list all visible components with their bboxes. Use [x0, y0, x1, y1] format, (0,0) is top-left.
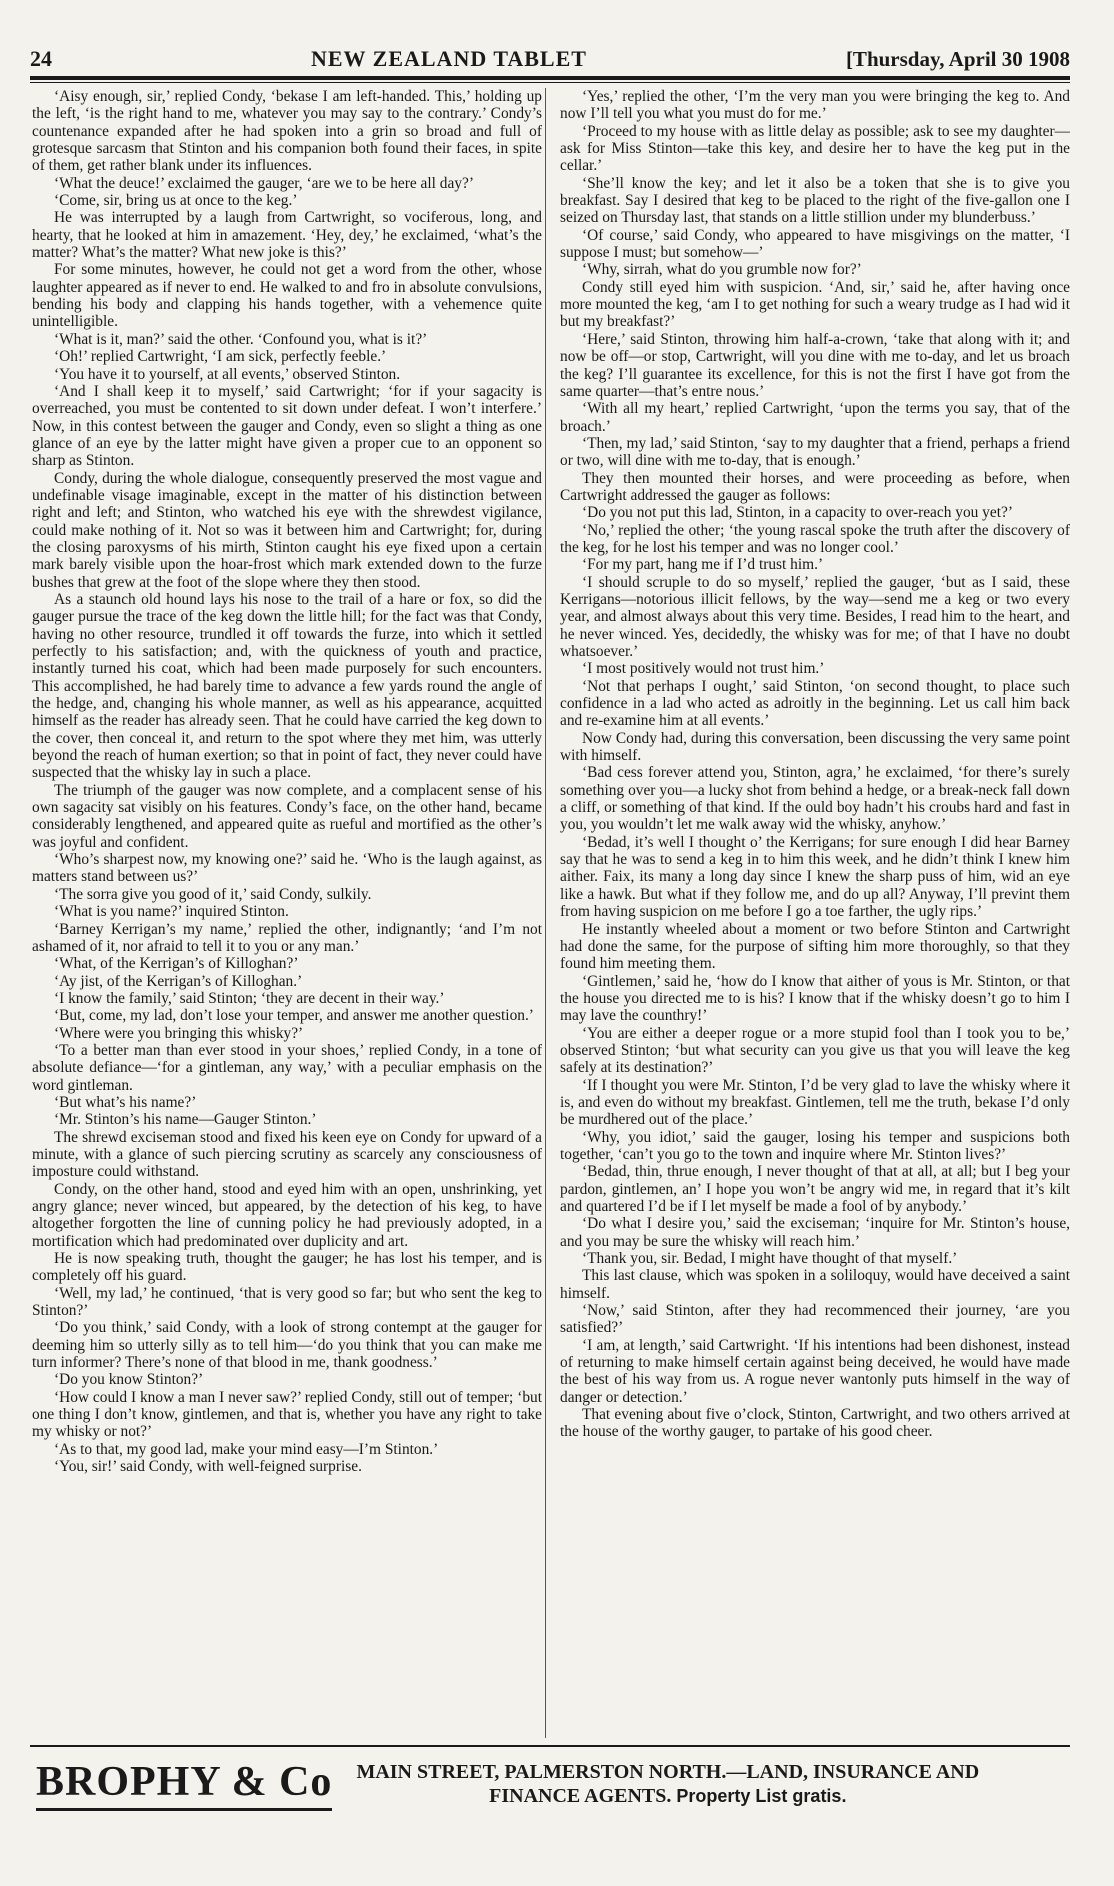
- left-paragraph: ‘Come, sir, bring us at once to the keg.’: [54, 192, 298, 210]
- right-paragraph: ‘Thank you, sir. Bedad, I might have thought of that myself.’: [582, 1250, 958, 1268]
- article-column-right: [560, 88, 1070, 1738]
- left-paragraph: ‘Do you think,’ said Condy, with a look of strong contempt at the gauger for deeming him so utterly silly as to tell him—‘do you think that you can make me turn informer? There’s none of that blood in me, thank goodness.’: [32, 1319, 542, 1372]
- right-paragraph: ‘Bedad, it’s well I thought o’ the Kerrigans; for sure enough I did hear Barney say that he was to send a keg in to him this week, and he didn’t think I knew him aither. Faix, its many a long day since I knew the sharp puss of him, wid an eye like a hawk. But what if they follow me, and do up all? Anyway, I’ll prevint them from having suspicion on me before I go a toe farther, the ugly rips.’: [560, 833, 1070, 921]
- left-paragraph: The shrewd exciseman stood and fixed his keen eye on Condy for upward of a minute, with a glance of such piercing scrutiny as scarcely any consciousness of imposture could withstand.: [32, 1128, 542, 1181]
- right-paragraph: ‘Why, sirrah, what do you grumble now for?’: [582, 261, 862, 279]
- left-paragraph: The triumph of the gauger was now complete, and a complacent sense of his own sagacity sat visibly on his features. Condy’s face, on the other hand, became considerably lengthened, and appeared quite as rueful and mortified as the other’s was joyful and confident.: [32, 781, 542, 851]
- left-paragraph: ‘Oh!’ replied Cartwright, ‘I am sick, perfectly feeble.’: [54, 348, 387, 366]
- left-paragraph: Condy, on the other hand, stood and eyed him with an open, unshrinking, yet angry glance; never winced, but appeared, by the detection of his keg, to have altogether forgotten the line of cunning policy he had previously adopted, in a mortification which had predominated over duplicity and art.: [32, 1180, 542, 1250]
- right-paragraph: They then mounted their horses, and were proceeding as before, when Cartwright addressed the gauger as follows:: [560, 469, 1070, 504]
- right-paragraph: ‘If I thought you were Mr. Stinton, I’d be very glad to lave the whisky where it is, and even do without my breakfast. Gintlemen, tell me the truth, bekase I’d only be murdhered out of the place.’: [560, 1076, 1070, 1129]
- right-paragraph: ‘Now,’ said Stinton, after they had recommenced their journey, ‘are you satisfied?’: [560, 1302, 1070, 1337]
- article-column-left: [32, 88, 542, 1738]
- right-paragraph: ‘Then, my lad,’ said Stinton, ‘say to my daughter that a friend, perhaps a friend or two, will dine with me to-day, that is enough.’: [560, 434, 1070, 470]
- right-paragraph: ‘No,’ replied the other; ‘the young rascal spoke the truth after the discovery of the keg, for he lost his temper and was no longer cool.’: [560, 521, 1070, 556]
- property-list-note: Property List gratis.: [676, 1786, 847, 1806]
- left-paragraph: ‘You, sir!’ said Condy, with well-feigned surprise.: [54, 1458, 362, 1476]
- right-paragraph: ‘Not that perhaps I ought,’ said Stinton, ‘on second thought, to place such confidence in a lad who acted as adroitly in the beginning. Let us call him back and re-examine him at all events.’: [560, 677, 1070, 730]
- left-paragraph: ‘What is it, man?’ said the other. ‘Confound you, what is it?’: [54, 330, 428, 348]
- left-paragraph: ‘I know the family,’ said Stinton; ‘they are decent in their way.’: [54, 989, 445, 1007]
- left-paragraph: ‘But what’s his name?’: [54, 1093, 197, 1111]
- page-header: [30, 44, 1070, 74]
- right-paragraph: ‘Bedad, thin, thrue enough, I never thought of that at all, at all; but I beg your pardon, gintlemen, an’ I hope you won’t be angry wid me, in regard that it’s kilt and quartered I’d be if I let myself be made a fool of by anybody.’: [560, 1163, 1070, 1215]
- right-paragraph: ‘Yes,’ replied the other, ‘I’m the very man you were bringing the keg to. And now I’ll tell you what you must do for me.’: [560, 88, 1070, 123]
- left-paragraph: ‘Where were you bringing this whisky?’: [54, 1024, 304, 1042]
- column-divider: [545, 88, 546, 1738]
- advertiser-services: [356, 1784, 979, 1808]
- left-paragraph: ‘How could I know a man I never saw?’ replied Condy, still out of temper; ‘but one thing I don’t know, gintlemen, and that is, whether you have any right to take my whisky or not?’: [32, 1388, 542, 1441]
- right-paragraph: ‘Do what I desire you,’ said the exciseman; ‘inquire for Mr. Stinton’s house, and you may be sure the whisky will reach him.’: [560, 1215, 1070, 1250]
- left-paragraph: ‘As to that, my good lad, make your mind easy—I’m Stinton.’: [54, 1440, 439, 1458]
- right-paragraph: ‘Why, you idiot,’ said the gauger, losing his temper and suspicions both together, ‘can’t you go to the town and inquire where Mr. Stinton lives?’: [560, 1128, 1070, 1163]
- footer-rule: [30, 1745, 1070, 1747]
- right-paragraph: ‘For my part, hang me if I’d trust him.’: [582, 556, 824, 574]
- right-paragraph: Now Condy had, during this conversation, been discussing the very same point with himself.: [560, 729, 1070, 765]
- right-paragraph: ‘Do you not put this lad, Stinton, in a capacity to over-reach you yet?’: [582, 504, 1013, 522]
- left-paragraph: ‘Well, my lad,’ he continued, ‘that is very good so far; but who sent the keg to Stinton?’: [32, 1284, 542, 1320]
- left-paragraph: ‘Mr. Stinton’s his name—Gauger Stinton.’: [54, 1111, 317, 1129]
- left-paragraph: ‘But, come, my lad, don’t lose your temper, and answer me another question.’: [54, 1007, 534, 1025]
- left-paragraph: For some minutes, however, he could not get a word from the other, whose laughter appeared as if never to end. He walked to and fro in absolute convulsions, bending his body and clapping his hands together, with a vehemence quite unintelligible.: [32, 261, 542, 331]
- advertiser-name: BROPHY & Co: [36, 1758, 332, 1811]
- header-rule-thin: [30, 82, 1070, 83]
- right-paragraph: ‘I most positively would not trust him.’: [582, 660, 825, 678]
- left-paragraph: ‘You have it to yourself, at all events,’ observed Stinton.: [54, 365, 401, 383]
- advertiser-agents: FINANCE AGENTS.: [489, 1785, 672, 1807]
- right-paragraph: He instantly wheeled about a moment or two before Stinton and Cartwright had done the same, for the purpose of sifting him more thoroughly, so that they found him meeting them.: [560, 920, 1070, 973]
- right-paragraph: ‘Bad cess forever attend you, Stinton, agra,’ he exclaimed, ‘for there’s surely something over you—a lucky shot from behind a hedge, or a break-neck fall down a cliff, or something of that kind. If the ould boy hadn’t his croubs hard and fast in you, you wouldn’t let me walk away wid the whisky, anyhow.’: [560, 764, 1070, 834]
- left-paragraph: ‘Who’s sharpest now, my knowing one?’ said he. ‘Who is the laugh against, as matters stand between us?’: [32, 851, 542, 886]
- left-paragraph: ‘Ay jist, of the Kerrigan’s of Killoghan.’: [54, 972, 303, 990]
- left-paragraph: ‘Barney Kerrigan’s my name,’ replied the other, indignantly; ‘and I’m not ashamed of it, nor afraid to tell it to you or any man.’: [32, 920, 542, 955]
- advertiser-address: MAIN STREET, PALMERSTON NORTH.—LAND, INSURANCE AND: [356, 1761, 980, 1783]
- left-paragraph: ‘Aisy enough, sir,’ replied Condy, ‘bekase I am left-handed. This,’ holding up the left, ‘is the right hand to me, whatever you may say to the contrary.’ Condy’s countenance expanded after he had spoken into a grin so broad and full of grotesque sarcasm that Stinton and his companion both found their faces, in spite of them, get rather blank under its influences.: [32, 88, 542, 175]
- right-paragraph: ‘Of course,’ said Condy, who appeared to have misgivings on the matter, ‘I suppose I must; but somehow—’: [560, 226, 1070, 262]
- header-rule: [30, 76, 1070, 80]
- right-paragraph: That evening about five o’clock, Stinton, Cartwright, and two others arrived at the house of the worthy gauger, to partake of his good cheer.: [560, 1406, 1070, 1441]
- left-paragraph: ‘What is you name?’ inquired Stinton.: [54, 903, 289, 921]
- advertiser-details: [356, 1758, 979, 1808]
- right-paragraph: ‘I am, at length,’ said Cartwright. ‘If his intentions had been dishonest, instead of returning to make himself certain against being deceived, he would have made the best of his way from us. A rogue never wantonly puts himself in the way of danger or detection.’: [560, 1336, 1070, 1406]
- right-paragraph: This last clause, which was spoken in a soliloquy, would have deceived a saint himself.: [560, 1267, 1070, 1302]
- right-paragraph: ‘I should scruple to do so myself,’ replied the gauger, ‘but as I said, these Kerrigans—notorious illicit fellows, by the way—send me a keg or two every year, and almost always about this very time. Besides, I read him to the heart, and he never winced. Yes, decidedly, the whisky was for me; of that I have no doubt whatsoever.’: [560, 573, 1070, 660]
- left-paragraph: He was interrupted by a laugh from Cartwright, so vociferous, long, and hearty, that he looked at him in amazement. ‘Hey, dey,’ he exclaimed, ‘what’s the matter? What’s the matter? What new joke is this?’: [32, 209, 542, 262]
- right-paragraph: ‘She’ll know the key; and let it also be a token that she is to give you breakfast. Say I desired that keg to be placed to the right of the five-gallon one I seized on Thursday last, that stands on a little stillion under my blunderbuss.’: [560, 174, 1070, 227]
- issue-date: [Thursday, April 30 1908: [845, 46, 1070, 71]
- masthead-title: NEW ZEALAND TABLET: [310, 46, 587, 71]
- left-paragraph: ‘What the deuce!’ exclaimed the gauger, ‘are we to be here all day?’: [54, 174, 474, 192]
- right-paragraph: ‘Here,’ said Stinton, throwing him half-a-crown, ‘take that along with it; and now be off—or stop, Cartwright, will you dine with me to-day, and let us broach the keg? I’ll guarantee its excellence, for this is not the first I have got from the same quarter—that’s entre nous.’: [560, 330, 1070, 400]
- left-paragraph: ‘To a better man than ever stood in your shoes,’ replied Condy, in a tone of absolute defiance—‘for a gintleman, any way,’ with a peculiar emphasis on the word gintleman.: [32, 1041, 542, 1094]
- left-paragraph: ‘Do you know Stinton?’: [54, 1371, 204, 1389]
- right-paragraph: ‘Gintlemen,’ said he, ‘how do I know that aither of yous is Mr. Stinton, or that the house you directed me to is his? I know that if the whisky doesn’t go to him I may lave the counthry!’: [560, 972, 1070, 1025]
- advertisement: [36, 1758, 1066, 1828]
- left-paragraph: ‘And I shall keep it to myself,’ said Cartwright; ‘for if your sagacity is overreached, you must be contented to sit down under defeat. I won’t interfere.’ Now, in this contest between the gauger and Condy, even so slight a thing as one glance of an eye by the latter might have given a proper cue to an opponent so sharp as Stinton.: [32, 382, 542, 470]
- left-paragraph: ‘The sorra give you good of it,’ said Condy, sulkily.: [54, 885, 372, 903]
- right-paragraph: ‘With all my heart,’ replied Cartwright, ‘upon the terms you say, that of the broach.’: [560, 400, 1070, 435]
- left-paragraph: ‘What, of the Kerrigan’s of Killoghan?’: [54, 955, 299, 973]
- left-paragraph: As a staunch old hound lays his nose to the trail of a hare or fox, so did the gauger pursue the trace of the keg down the little hill; for the fact was that Condy, having no other resource, trundled it off towards the furze, into which it settled perfectly to his satisfaction; and, with the quickness of youth and practice, instantly turned his coat, which had been made purposely for such encounters. This accomplished, he had barely time to advance a few yards round the angle of the hedge, and, changing his whole manner, as well as his appearance, acquitted himself as the reader has already seen. That he could have carried the keg down to the cover, then conceal it, and return to the spot where they met him, was utterly beyond the reach of human exertion; so that in point of fact, they never could have suspected that the whisky lay in such a place.: [32, 590, 542, 782]
- left-paragraph: He is now speaking truth, thought the gauger; he has lost his temper, and is completely off his guard.: [32, 1250, 542, 1285]
- right-paragraph: ‘You are either a deeper rogue or a more stupid fool than I took you to be,’ observed Stinton; ‘but what security can you give us that you will leave the keg safely at its destination?’: [560, 1024, 1070, 1077]
- page-number: 24: [30, 46, 52, 71]
- right-paragraph: ‘Proceed to my house with as little delay as possible; ask to see my daughter—ask for Miss Stinton—take this key, and desire her to have the keg put in the cellar.’: [560, 122, 1070, 175]
- right-paragraph: Condy still eyed him with suspicion. ‘And, sir,’ said he, after having once more mounted the keg, ‘am I to get nothing for such a weary trudge as I had wid it but my breakfast?’: [560, 278, 1070, 331]
- left-paragraph: Condy, during the whole dialogue, consequently preserved the most vague and undefinable visage imaginable, except in the matter of his distinction between right and left; and Stinton, who watched his eye with the shrewdest vigilance, could make nothing of it. Not so was it between him and Cartwright; for, during the closing paroxysms of his mirth, Stinton caught his eye fixed upon a certain mark barely visible upon the hoar-frost which mark extended down to the furze bushes that grew at the foot of the slope where they then stood.: [32, 469, 542, 591]
